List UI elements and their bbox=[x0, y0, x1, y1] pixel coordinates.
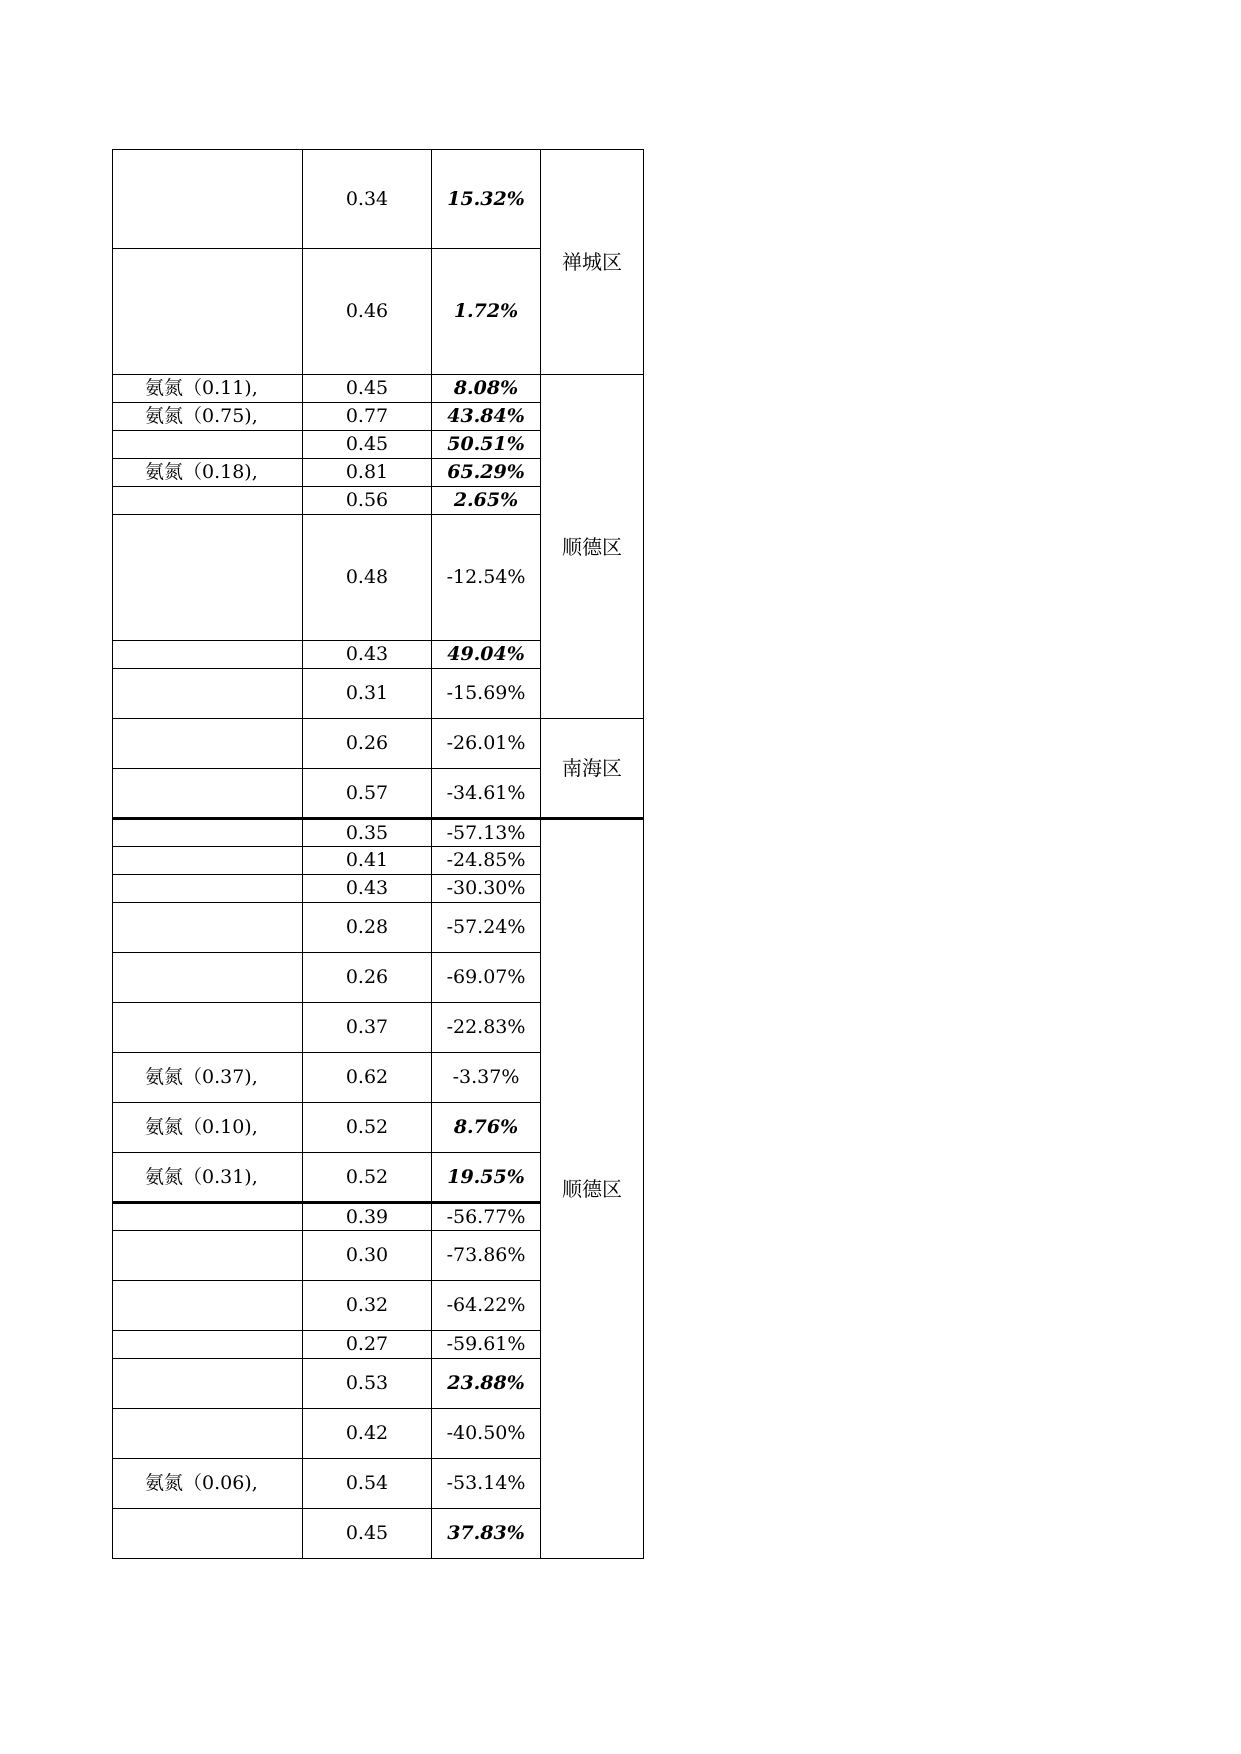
value-cell: 0.52 bbox=[303, 1103, 432, 1153]
value-cell: 0.26 bbox=[303, 719, 432, 769]
pollutant-cell bbox=[113, 515, 303, 641]
value-cell: 0.53 bbox=[303, 1359, 432, 1409]
pollutant-cell bbox=[113, 641, 303, 669]
pollutant-cell bbox=[113, 1003, 303, 1053]
percent-change-cell: -53.14% bbox=[432, 1459, 541, 1509]
district-cell: 顺德区 bbox=[541, 819, 644, 1559]
pollutant-cell bbox=[113, 1509, 303, 1559]
percent-change-cell: 49.04% bbox=[432, 641, 541, 669]
percent-change-cell: -26.01% bbox=[432, 719, 541, 769]
percent-change-cell: -73.86% bbox=[432, 1231, 541, 1281]
percent-change-cell: -30.30% bbox=[432, 875, 541, 903]
value-cell: 0.45 bbox=[303, 431, 432, 459]
pollutant-cell bbox=[113, 875, 303, 903]
pollutant-cell bbox=[113, 719, 303, 769]
value-cell: 0.26 bbox=[303, 953, 432, 1003]
value-cell: 0.39 bbox=[303, 1203, 432, 1231]
value-cell: 0.48 bbox=[303, 515, 432, 641]
percent-change-cell: -64.22% bbox=[432, 1281, 541, 1331]
percent-change-cell: -34.61% bbox=[432, 769, 541, 819]
value-cell: 0.77 bbox=[303, 403, 432, 431]
pollutant-cell: 氨氮（0.31), bbox=[113, 1153, 303, 1203]
pollutant-cell bbox=[113, 249, 303, 375]
value-cell: 0.45 bbox=[303, 375, 432, 403]
percent-change-cell: -40.50% bbox=[432, 1409, 541, 1459]
pollutant-cell bbox=[113, 150, 303, 249]
table-row bbox=[113, 819, 644, 847]
value-cell: 0.56 bbox=[303, 487, 432, 515]
district-cell: 顺德区 bbox=[541, 375, 644, 719]
pollutant-cell: 氨氮（0.75), bbox=[113, 403, 303, 431]
pollutant-cell bbox=[113, 1203, 303, 1231]
percent-change-cell: -59.61% bbox=[432, 1331, 541, 1359]
value-cell: 0.46 bbox=[303, 249, 432, 375]
percent-change-cell: 2.65% bbox=[432, 487, 541, 515]
value-cell: 0.52 bbox=[303, 1153, 432, 1203]
value-cell: 0.81 bbox=[303, 459, 432, 487]
value-cell: 0.28 bbox=[303, 903, 432, 953]
value-cell: 0.37 bbox=[303, 1003, 432, 1053]
value-cell: 0.30 bbox=[303, 1231, 432, 1281]
percent-change-cell: -15.69% bbox=[432, 669, 541, 719]
value-cell: 0.31 bbox=[303, 669, 432, 719]
pollutant-cell: 氨氮（0.11), bbox=[113, 375, 303, 403]
value-cell: 0.45 bbox=[303, 1509, 432, 1559]
percent-change-cell: 8.08% bbox=[432, 375, 541, 403]
percent-change-cell: 65.29% bbox=[432, 459, 541, 487]
value-cell: 0.42 bbox=[303, 1409, 432, 1459]
percent-change-cell: 8.76% bbox=[432, 1103, 541, 1153]
percent-change-cell: -12.54% bbox=[432, 515, 541, 641]
percent-change-cell: -22.83% bbox=[432, 1003, 541, 1053]
percent-change-cell: -57.24% bbox=[432, 903, 541, 953]
pollutant-cell bbox=[113, 1409, 303, 1459]
pollutant-cell: 氨氮（0.37), bbox=[113, 1053, 303, 1103]
value-cell: 0.41 bbox=[303, 847, 432, 875]
value-cell: 0.57 bbox=[303, 769, 432, 819]
value-cell: 0.62 bbox=[303, 1053, 432, 1103]
percent-change-cell: 43.84% bbox=[432, 403, 541, 431]
pollutant-cell bbox=[113, 669, 303, 719]
pollutant-cell bbox=[113, 1359, 303, 1409]
pollutant-cell bbox=[113, 1231, 303, 1281]
value-cell: 0.43 bbox=[303, 875, 432, 903]
table-row bbox=[113, 150, 644, 249]
percent-change-cell: 1.72% bbox=[432, 249, 541, 375]
pollutant-cell: 氨氮（0.10), bbox=[113, 1103, 303, 1153]
data-table bbox=[112, 149, 644, 1559]
percent-change-cell: -24.85% bbox=[432, 847, 541, 875]
percent-change-cell: -69.07% bbox=[432, 953, 541, 1003]
table-body bbox=[113, 150, 644, 1559]
pollutant-cell bbox=[113, 431, 303, 459]
value-cell: 0.34 bbox=[303, 150, 432, 249]
percent-change-cell: 50.51% bbox=[432, 431, 541, 459]
percent-change-cell: -3.37% bbox=[432, 1053, 541, 1103]
percent-change-cell: -57.13% bbox=[432, 819, 541, 847]
pollutant-cell bbox=[113, 847, 303, 875]
percent-change-cell: 37.83% bbox=[432, 1509, 541, 1559]
value-cell: 0.35 bbox=[303, 819, 432, 847]
percent-change-cell: 15.32% bbox=[432, 150, 541, 249]
pollutant-cell bbox=[113, 769, 303, 819]
value-cell: 0.54 bbox=[303, 1459, 432, 1509]
pollutant-cell bbox=[113, 1331, 303, 1359]
pollutant-cell: 氨氮（0.18), bbox=[113, 459, 303, 487]
pollutant-cell bbox=[113, 903, 303, 953]
district-cell: 南海区 bbox=[541, 719, 644, 819]
value-cell: 0.43 bbox=[303, 641, 432, 669]
value-cell: 0.32 bbox=[303, 1281, 432, 1331]
percent-change-cell: -56.77% bbox=[432, 1203, 541, 1231]
percent-change-cell: 19.55% bbox=[432, 1153, 541, 1203]
district-cell: 禅城区 bbox=[541, 150, 644, 375]
pollutant-cell bbox=[113, 953, 303, 1003]
value-cell: 0.27 bbox=[303, 1331, 432, 1359]
pollutant-cell bbox=[113, 819, 303, 847]
pollutant-cell: 氨氮（0.06), bbox=[113, 1459, 303, 1509]
percent-change-cell: 23.88% bbox=[432, 1359, 541, 1409]
pollutant-cell bbox=[113, 487, 303, 515]
pollutant-cell bbox=[113, 1281, 303, 1331]
table-row bbox=[113, 719, 644, 769]
table-row bbox=[113, 375, 644, 403]
